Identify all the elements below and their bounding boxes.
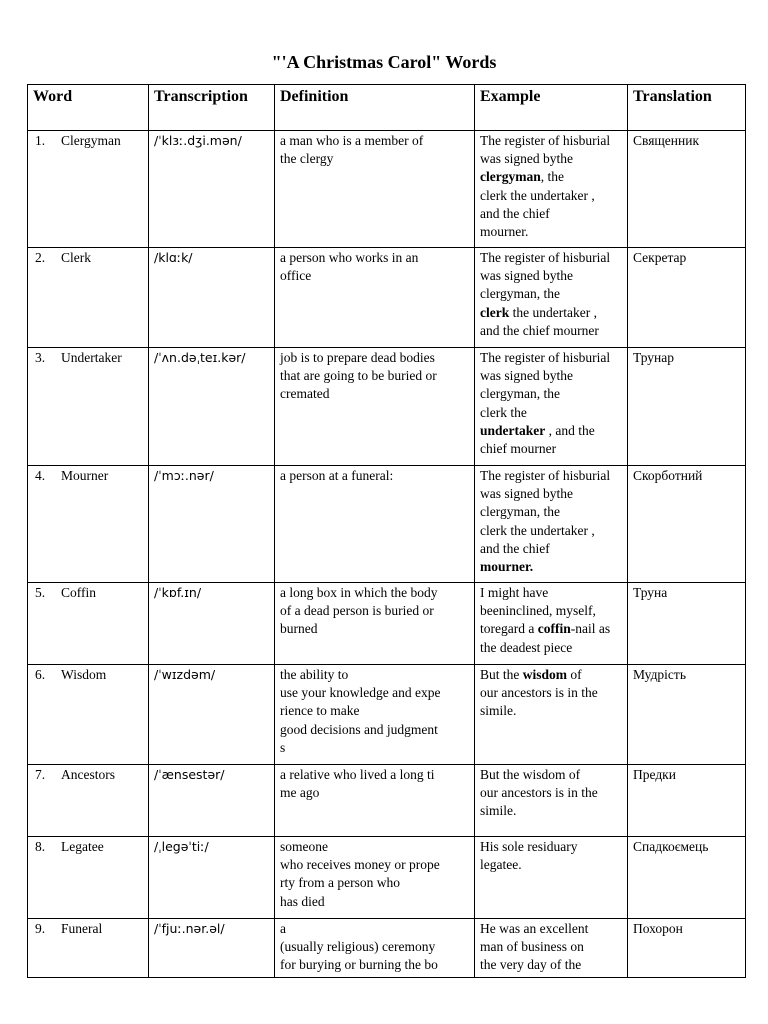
word-text: Legatee [61, 839, 104, 854]
example-text: and the chief mourner [480, 322, 599, 338]
example-text: mourner. [480, 224, 529, 240]
definition-line: s [280, 739, 286, 755]
translation-text: Мудрість [633, 667, 686, 682]
header-word: Word [28, 85, 149, 131]
word-cell [28, 348, 149, 466]
translation-text: Священник [633, 133, 700, 148]
table-row [28, 583, 746, 665]
row-number: 5. [35, 585, 46, 600]
transcription-cell [149, 837, 275, 919]
example-cell [475, 919, 628, 978]
word-cell [28, 837, 149, 919]
row-number: 7. [35, 767, 46, 782]
translation-text: Спадкоємець [633, 839, 709, 854]
word-cell [28, 248, 149, 348]
example-cell [475, 583, 628, 665]
example-text: and the chief [480, 205, 550, 221]
example-text: regard a [490, 621, 538, 637]
example-text: The register of his [480, 468, 579, 483]
definition-line: a long box in which the body [280, 585, 438, 600]
translation-cell [628, 248, 746, 348]
definition-line: rty from a person who [280, 875, 400, 891]
row-number: 1. [35, 133, 46, 148]
definition-line: cremated [280, 386, 330, 402]
example-text: -nail as [570, 621, 611, 637]
example-text: , the [540, 169, 564, 185]
example-text: clerk the undertaker , [480, 522, 595, 538]
word-text: Mourner [61, 468, 109, 483]
transcription-text: /ˈkɒf.ɪn/ [154, 585, 202, 600]
word-cell [28, 583, 149, 665]
example-cell [475, 837, 628, 919]
transcription-cell [149, 466, 275, 583]
header-transcription: Transcription [149, 85, 275, 131]
definition-line: that are going to be buried or [280, 368, 437, 384]
table-row [28, 765, 746, 837]
example-text: But the [480, 667, 523, 682]
translation-cell [628, 665, 746, 765]
example-cell [475, 665, 628, 765]
example-text: His sole residuary [480, 839, 578, 854]
example-keyword: clerk [480, 304, 510, 320]
translation-cell [628, 583, 746, 665]
word-text: Ancestors [61, 767, 115, 782]
definition-cell [275, 583, 475, 665]
definition-line: a [280, 921, 286, 936]
transcription-text: /ˈklɜː.dʒi.mən/ [154, 133, 242, 148]
example-text: the deadest piece [480, 639, 573, 655]
transcription-text: /ˈwɪzdəm/ [154, 667, 216, 682]
transcription-cell [149, 131, 275, 248]
definition-cell [275, 665, 475, 765]
table-row [28, 837, 746, 919]
definition-line: use your knowledge and expe [280, 685, 441, 701]
table-row [28, 466, 746, 583]
example-keyword: mourner. [480, 559, 534, 575]
example-text: and the chief [480, 540, 550, 556]
example-keyword: undertaker [480, 422, 546, 438]
transcription-cell [149, 583, 275, 665]
definition-line: office [280, 268, 312, 284]
translation-text: Предки [633, 767, 676, 782]
definition-line: the clergy [280, 151, 334, 167]
translation-text: Секретар [633, 250, 687, 265]
word-cell [28, 131, 149, 248]
header-translation: Translation [628, 85, 746, 131]
transcription-text: /ˈfjuː.nər.əl/ [154, 921, 225, 936]
transcription-cell [149, 919, 275, 978]
word-cell [28, 765, 149, 837]
example-text: The register of his [480, 350, 579, 365]
word-text: Funeral [61, 921, 103, 936]
word-cell [28, 919, 149, 978]
example-text: burial was signed by [480, 133, 611, 167]
translation-cell [628, 837, 746, 919]
word-text: Undertaker [61, 350, 122, 365]
row-number: 4. [35, 468, 46, 483]
example-keyword: wisdom [522, 667, 568, 682]
example-text: , and the [545, 422, 595, 438]
word-text: Clergyman [61, 133, 121, 148]
definition-cell [275, 248, 475, 348]
example-text: inclined, myself, to [480, 603, 596, 637]
definition-line: (usually religious) ceremony [280, 939, 436, 955]
translation-text: Похорон [633, 921, 683, 936]
row-number: 8. [35, 839, 46, 854]
definition-cell [275, 919, 475, 978]
example-text: clerk the [480, 404, 527, 420]
example-text: simile. [480, 803, 517, 819]
table-row [28, 348, 746, 466]
definition-line: a man who is a member of [280, 133, 424, 148]
transcription-text: /ˌlegəˈtiː/ [154, 839, 209, 854]
example-text: legatee. [480, 857, 522, 873]
example-text: I might have been [480, 585, 549, 619]
definition-line: a person at a funeral: [280, 468, 394, 483]
example-text: the clergyman, the [480, 268, 573, 302]
transcription-cell [149, 665, 275, 765]
example-text: the very day of the [480, 957, 582, 973]
vocabulary-table [27, 84, 746, 978]
definition-line: job is to prepare dead bodies [280, 350, 435, 365]
transcription-cell [149, 765, 275, 837]
table-body [28, 131, 746, 978]
transcription-text: /klɑːk/ [154, 250, 193, 265]
definition-cell [275, 765, 475, 837]
transcription-text: /ˈmɔː.nər/ [154, 468, 214, 483]
definition-cell [275, 837, 475, 919]
page-title: "'A Christmas Carol" Words [271, 52, 497, 72]
transcription-text: /ˈʌn.dəˌteɪ.kər/ [154, 350, 246, 365]
example-cell [475, 348, 628, 466]
translation-text: Скорботний [633, 468, 703, 483]
definition-line: has died [280, 893, 325, 909]
translation-text: Трунар [633, 350, 675, 365]
definition-line: for burying or burning the bo [280, 957, 438, 973]
definition-line: a relative who lived a long ti [280, 767, 435, 782]
example-text: our ancestors is in the [480, 785, 598, 801]
table-row [28, 131, 746, 248]
example-text: He was an excellent [480, 921, 589, 936]
example-cell [475, 131, 628, 248]
transcription-cell [149, 348, 275, 466]
row-number: 2. [35, 250, 46, 265]
example-text: the undertaker , [509, 304, 597, 320]
example-cell [475, 765, 628, 837]
row-number: 6. [35, 667, 46, 682]
example-text: the [556, 151, 573, 167]
definition-line: burned [280, 621, 318, 637]
transcription-text: /ˈænsestər/ [154, 767, 225, 782]
translation-cell [628, 131, 746, 248]
word-text: Coffin [61, 585, 97, 600]
word-cell [28, 665, 149, 765]
table-row [28, 919, 746, 978]
definition-line: of a dead person is buried or [280, 603, 434, 619]
table-header-row [28, 85, 746, 131]
definition-line: the ability to [280, 667, 349, 682]
definition-line: a person who works in an [280, 250, 419, 265]
example-text: The register of his [480, 133, 579, 148]
definition-cell [275, 348, 475, 466]
header-example: Example [475, 85, 628, 131]
translation-text: Труна [633, 585, 668, 600]
translation-cell [628, 765, 746, 837]
definition-line: someone [280, 839, 328, 854]
transcription-cell [149, 248, 275, 348]
example-text: chief mourner [480, 441, 557, 457]
translation-cell [628, 348, 746, 466]
example-text: But the wisdom of [480, 767, 581, 782]
example-text: burial was signed by [480, 250, 611, 284]
row-number: 3. [35, 350, 46, 365]
table-row [28, 248, 746, 348]
definition-line: good decisions and judgment [280, 721, 438, 737]
example-text: clerk the undertaker , [480, 187, 595, 203]
example-text: burial was signed by [480, 350, 611, 384]
example-text: the clergyman, the [480, 486, 573, 520]
example-text: the clergyman, the [480, 368, 573, 402]
example-text: man of business on [480, 939, 584, 955]
word-text: Clerk [61, 250, 91, 265]
example-cell [475, 248, 628, 348]
example-text: The register of his [480, 250, 579, 265]
example-text: our ancestors is in the [480, 685, 598, 701]
translation-cell [628, 466, 746, 583]
example-text: of [567, 667, 582, 682]
definition-line: who receives money or prope [280, 857, 440, 873]
word-cell [28, 466, 149, 583]
definition-cell [275, 131, 475, 248]
header-definition: Definition [275, 85, 475, 131]
definition-line: rience to make [280, 703, 360, 719]
example-text: simile. [480, 703, 517, 719]
table-row [28, 665, 746, 765]
definition-line: me ago [280, 785, 320, 801]
example-keyword: coffin [537, 621, 571, 637]
example-keyword: clergyman [480, 169, 541, 185]
example-text: burial was signed by [480, 468, 611, 502]
definition-cell [275, 466, 475, 583]
translation-cell [628, 919, 746, 978]
row-number: 9. [35, 921, 46, 936]
example-cell [475, 466, 628, 583]
word-text: Wisdom [61, 667, 107, 682]
